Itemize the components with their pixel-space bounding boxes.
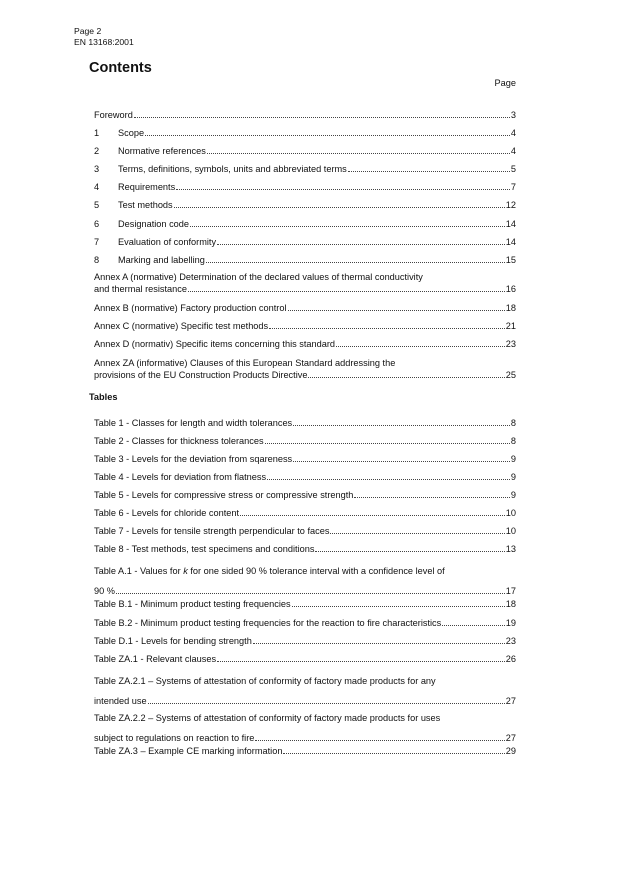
toc-entry[interactable] xyxy=(94,357,516,381)
entry-title: subject to regulations on reaction to fire xyxy=(94,733,255,743)
entry-title: Marking and labelling xyxy=(118,255,205,265)
entry-page: 15 xyxy=(505,255,516,265)
entry-number: 3 xyxy=(94,164,100,174)
entry-title: Terms, definitions, symbols, units and abbreviated terms xyxy=(118,164,347,174)
entry-title: Table B.1 - Minimum product testing frequencies xyxy=(94,599,291,609)
table-entry[interactable] xyxy=(94,653,516,665)
page-number: Page 2 xyxy=(74,26,102,36)
entry-title: Annex D (normativ) Specific items concerning this standard xyxy=(94,339,336,349)
entry-title: 90 % xyxy=(94,586,115,596)
entry-page: 25 xyxy=(505,370,516,380)
entry-page: 29 xyxy=(505,746,516,756)
entry-page: 17 xyxy=(505,586,516,596)
entry-page: 19 xyxy=(505,618,516,628)
entry-page: 4 xyxy=(510,146,516,156)
entry-title: Annex B (normative) Factory production control xyxy=(94,303,287,313)
entry-title: Table B.2 - Minimum product testing frequencies for the reaction to fire characteristics xyxy=(94,618,442,628)
entry-page: 3 xyxy=(510,110,516,120)
entry-page: 21 xyxy=(505,321,516,331)
page-header xyxy=(74,26,134,48)
tables-heading: Tables xyxy=(89,392,118,402)
page-column-label: Page xyxy=(494,78,516,88)
toc-entry[interactable] xyxy=(94,302,516,314)
table-entry[interactable] xyxy=(94,489,516,501)
entry-title: Normative references xyxy=(118,146,206,156)
entry-page: 18 xyxy=(505,599,516,609)
entry-number: 5 xyxy=(94,200,100,210)
entry-title: intended use xyxy=(94,696,147,706)
entry-page: 12 xyxy=(505,200,516,210)
entry-page: 9 xyxy=(510,490,516,500)
contents-title: Contents xyxy=(89,60,152,76)
entry-title: Table D.1 - Levels for bending strength xyxy=(94,636,252,646)
toc-entry[interactable] xyxy=(94,163,516,175)
entry-page: 9 xyxy=(510,472,516,482)
entry-number: 4 xyxy=(94,182,100,192)
entry-title: Table 7 - Levels for tensile strength perpendicular to faces xyxy=(94,526,330,536)
entry-title: and thermal resistance xyxy=(94,284,187,294)
entry-title: Table 6 - Levels for chloride content xyxy=(94,508,240,518)
table-entry[interactable] xyxy=(94,708,516,748)
entry-title: Table 5 - Levels for compressive stress or compressive strength xyxy=(94,490,354,500)
table-entry[interactable] xyxy=(94,561,516,601)
entry-page: 27 xyxy=(505,733,516,743)
table-entry[interactable] xyxy=(94,507,516,519)
entry-title: Table ZA.3 – Example CE marking information xyxy=(94,746,283,756)
entry-page: 23 xyxy=(505,636,516,646)
entry-page: 13 xyxy=(505,544,516,554)
entry-title: Table ZA.1 - Relevant clauses xyxy=(94,654,217,664)
table-entry[interactable] xyxy=(94,435,516,447)
entry-title: Evaluation of conformity xyxy=(118,237,217,247)
entry-page: 8 xyxy=(510,418,516,428)
document-id: EN 13168:2001 xyxy=(74,37,134,47)
entry-number: 6 xyxy=(94,219,100,229)
table-entry[interactable] xyxy=(94,745,516,757)
entry-title-line1: Annex A (normative) Determination of the declared values of thermal conductivity xyxy=(94,272,423,282)
entry-title: Requirements xyxy=(118,182,176,192)
entry-title: Test methods xyxy=(118,200,173,210)
entry-title: Table 4 - Levels for deviation from flatness xyxy=(94,472,267,482)
entry-title-line1: Annex ZA (informative) Clauses of this European Standard addressing the xyxy=(94,358,396,368)
table-entry[interactable] xyxy=(94,671,516,711)
entry-title: Table 8 - Test methods, test specimens and conditions xyxy=(94,544,315,554)
table-entry[interactable] xyxy=(94,543,516,555)
entry-title: Table 2 - Classes for thickness tolerances xyxy=(94,436,264,446)
entry-number: 8 xyxy=(94,255,100,265)
toc-entry[interactable] xyxy=(94,254,516,266)
table-entry[interactable] xyxy=(94,617,516,629)
entry-title: Foreword xyxy=(94,110,133,120)
entry-number: 2 xyxy=(94,146,100,156)
toc-entry[interactable] xyxy=(94,181,516,193)
entry-page: 16 xyxy=(505,284,516,294)
entry-page: 14 xyxy=(505,237,516,247)
toc-entry[interactable] xyxy=(94,127,516,139)
entry-page: 26 xyxy=(505,654,516,664)
table-entry[interactable] xyxy=(94,598,516,610)
entry-page: 5 xyxy=(510,164,516,174)
entry-page: 4 xyxy=(510,128,516,138)
toc-entry[interactable] xyxy=(94,145,516,157)
entry-page: 7 xyxy=(510,182,516,192)
entry-title-line1: Table ZA.2.1 – Systems of attestation of conformity of factory made products for any xyxy=(94,676,436,686)
entry-page: 9 xyxy=(510,454,516,464)
entry-number: 1 xyxy=(94,128,100,138)
entry-page: 10 xyxy=(505,508,516,518)
toc-entry[interactable] xyxy=(94,320,516,332)
entry-page: 8 xyxy=(510,436,516,446)
entry-page: 14 xyxy=(505,219,516,229)
entry-page: 10 xyxy=(505,526,516,536)
entry-page: 18 xyxy=(505,303,516,313)
table-entry[interactable] xyxy=(94,471,516,483)
table-entry[interactable] xyxy=(94,417,516,429)
toc-entry[interactable] xyxy=(94,218,516,230)
toc-entry[interactable] xyxy=(94,271,516,295)
entry-title: provisions of the EU Construction Products Directive xyxy=(94,370,308,380)
toc-entry[interactable] xyxy=(94,199,516,211)
entry-title: Designation code xyxy=(118,219,189,229)
entry-number: 7 xyxy=(94,237,100,247)
entry-title: Scope xyxy=(118,128,145,138)
table-entry[interactable] xyxy=(94,635,516,647)
table-entry[interactable] xyxy=(94,525,516,537)
toc-entry[interactable] xyxy=(94,236,516,248)
toc-entry[interactable] xyxy=(94,338,516,350)
table-entry[interactable] xyxy=(94,453,516,465)
toc-entry[interactable] xyxy=(94,109,516,121)
entry-title: Table 3 - Levels for the deviation from sqareness xyxy=(94,454,293,464)
entry-page: 27 xyxy=(505,696,516,706)
entry-title: Table 1 - Classes for length and width tolerances xyxy=(94,418,293,428)
entry-page: 23 xyxy=(505,339,516,349)
entry-title-line1: Table ZA.2.2 – Systems of attestation of conformity of factory made products for uses xyxy=(94,713,441,723)
entry-title-line1: Table A.1 - Values for k for one sided 90 % tolerance interval with a confidence level of xyxy=(94,566,445,576)
entry-title: Annex C (normative) Specific test methods xyxy=(94,321,269,331)
